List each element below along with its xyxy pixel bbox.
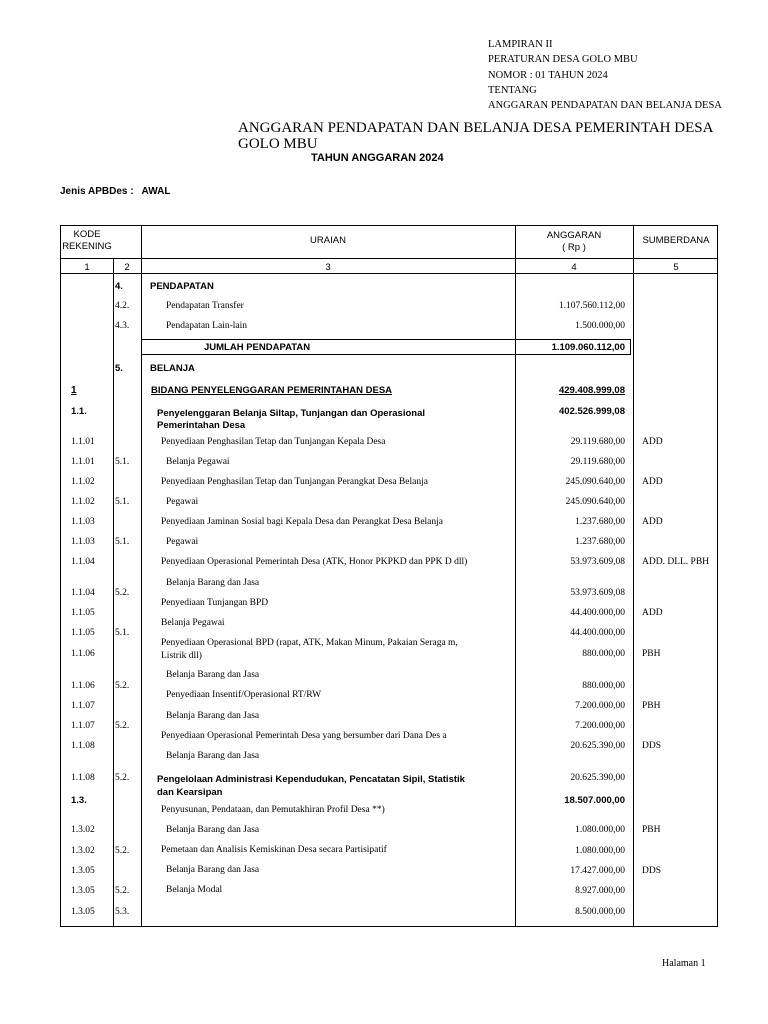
header-line: LAMPIRAN II: [488, 39, 553, 50]
jenis-apbdes: [60, 186, 170, 197]
table-row: 1.1.08 20.625.390,00 DDS: [71, 741, 662, 751]
table-row: 1.1.01 Penyediaan Penghasilan Tetap dan Tunjangan Kepala Desa 29.119.680,00 ADD: [71, 437, 663, 447]
budget-table: [60, 225, 718, 927]
table-row: 1.1.05 5.1. 44.400.000,00: [71, 628, 625, 638]
table-row: Belanja Barang dan Jasa: [166, 711, 260, 721]
table-row: 5. BELANJA: [115, 363, 195, 374]
table-row: Penyediaan Insentif/Operasional RT/RW: [166, 690, 322, 700]
column-number-divider: [61, 273, 717, 274]
colnum-3: 3: [325, 262, 331, 273]
document-header: [488, 37, 722, 113]
table-row: 1.1.03 Penyediaan Jaminan Sosial bagi Kepala Desa dan Perangkat Desa Belanja 1.237.680,00 ADD: [71, 517, 663, 527]
table-row: 1.1.06 Listrik dll) 880.000,00 PBH: [71, 649, 661, 661]
table-row: 1.1.07 7.200.000,00 PBH: [71, 701, 661, 711]
table-row: 4. PENDAPATAN: [115, 281, 214, 292]
jenis-value: AWAL: [141, 186, 171, 197]
table-row: Belanja Barang dan Jasa 1.080.000,00: [166, 825, 625, 835]
table-row: 1.1.07 5.2. 7.200.000,00: [71, 721, 625, 731]
table-row: 1.1.02 Penyediaan Penghasilan Tetap dan Tunjangan Perangkat Desa Belanja 245.090.640,00 ADD: [71, 477, 663, 487]
table-row: Belanja Barang dan Jasa: [166, 751, 260, 761]
page-title: ANGGARAN PENDAPATAN DAN BELANJA DESA PEMERINTAH DESA GOLO MBU: [238, 120, 713, 152]
header-line: TENTANG: [488, 84, 537, 96]
table-row: 1.3.02 PBH: [71, 825, 661, 835]
header-anggaran: ANGGARAN ( Rp ): [546, 230, 602, 253]
header-line: NOMOR : 01 TAHUN 2024: [488, 69, 608, 81]
table-row: 1.3.02 5.2. 1.080.000,00: [71, 846, 625, 856]
table-row: 4.2. Pendapatan Transfer 1.107.560.112,00: [115, 301, 625, 311]
page-number: Halaman 1: [662, 958, 706, 969]
jenis-label: Jenis APBDes :: [60, 186, 134, 197]
colnum-2: 2: [124, 262, 130, 273]
colnum-5: 5: [673, 262, 679, 273]
table-row: Belanja Modal: [166, 885, 223, 895]
table-row: 1.1.05 44.400.000,00 ADD: [71, 608, 663, 618]
table-row: 1.1. Penyelenggaran Belanja Siltap, Tunjangan dan Operasional Pemerintahan Desa 402.526.999,08: [71, 406, 625, 431]
table-row: Belanja Barang dan Jasa: [166, 865, 260, 875]
table-row: 1.1.04 Penyediaan Operasional Pemerintah Desa (ATK, Honor PKPKD dan PPK D dll) 53.973.609,08 ADD. DLL. PBH: [71, 557, 710, 567]
table-row: JUMLAH PENDAPATAN 1.109.060.112,00: [204, 342, 625, 353]
table-row: Pemetaan dan Analisis Kemiskinan Desa secara Partisipatif: [161, 845, 387, 855]
header-sumberdana: SUMBERDANA: [642, 235, 710, 246]
table-row: 1.1.06 5.2. 880.000,00: [71, 681, 625, 691]
header-line: PERATURAN DESA GOLO MBU: [488, 54, 638, 66]
table-row: 1.1.02 5.1. Pegawai 245.090.640,00: [71, 497, 625, 507]
table-row: Penyediaan Operasional BPD (rapat, ATK, Makan Minum, Pakaian Seraga m,: [161, 638, 458, 648]
table-row: 1.1.01 5.1. Belanja Pegawai 29.119.680,00: [71, 457, 625, 467]
table-row: 1.3.05 5.3. 8.500.000,00: [71, 907, 625, 917]
header-uraian: URAIAN: [310, 235, 346, 246]
header-line: ANGGARAN PENDAPATAN DAN BELANJA DESA: [488, 100, 722, 112]
table-row: Belanja Pegawai: [161, 618, 225, 628]
table-row: Pengelolaan Administrasi Kependudukan, Pencatatan Sipil, Statistik: [157, 774, 465, 785]
table-row: Belanja Barang dan Jasa: [166, 578, 260, 588]
page-subtitle: TAHUN ANGGARAN 2024: [311, 152, 444, 164]
table-row: 1.3.05 17.427.000,00 DDS: [71, 866, 662, 876]
table-row: 1.1.04 5.2. 53.973.609,08: [71, 588, 625, 598]
table-row: 4.3. Pendapatan Lain-lain 1.500.000,00: [115, 321, 625, 331]
table-row: Penyediaan Operasional Pemerintah Desa yang bersumber dari Dana Des a: [161, 731, 447, 741]
colnum-4: 4: [571, 262, 577, 273]
table-row: 1.1.08 5.2. 20.625.390,00: [71, 773, 625, 783]
header-kode: KODE REKENING: [62, 229, 112, 252]
table-row: 1.3. dan Kearsipan 18.507.000,00: [71, 787, 625, 806]
table-row: Belanja Barang dan Jasa: [166, 670, 260, 680]
colnum-1: 1: [84, 262, 90, 273]
table-row: Penyediaan Tunjangan BPD: [161, 598, 269, 608]
table-row: 1 BIDANG PENYELENGGARAN PEMERINTAHAN DESA 429.408.999,08: [71, 385, 625, 396]
header-divider: [61, 258, 717, 259]
table-row: Penyusunan, Pendataan, dan Pemutakhiran Profil Desa **): [161, 805, 385, 815]
table-row: 1.1.03 5.1. Pegawai 1.237.680,00: [71, 537, 625, 547]
table-row: 1.3.05 5.2. 8.927.000,00: [71, 886, 625, 896]
